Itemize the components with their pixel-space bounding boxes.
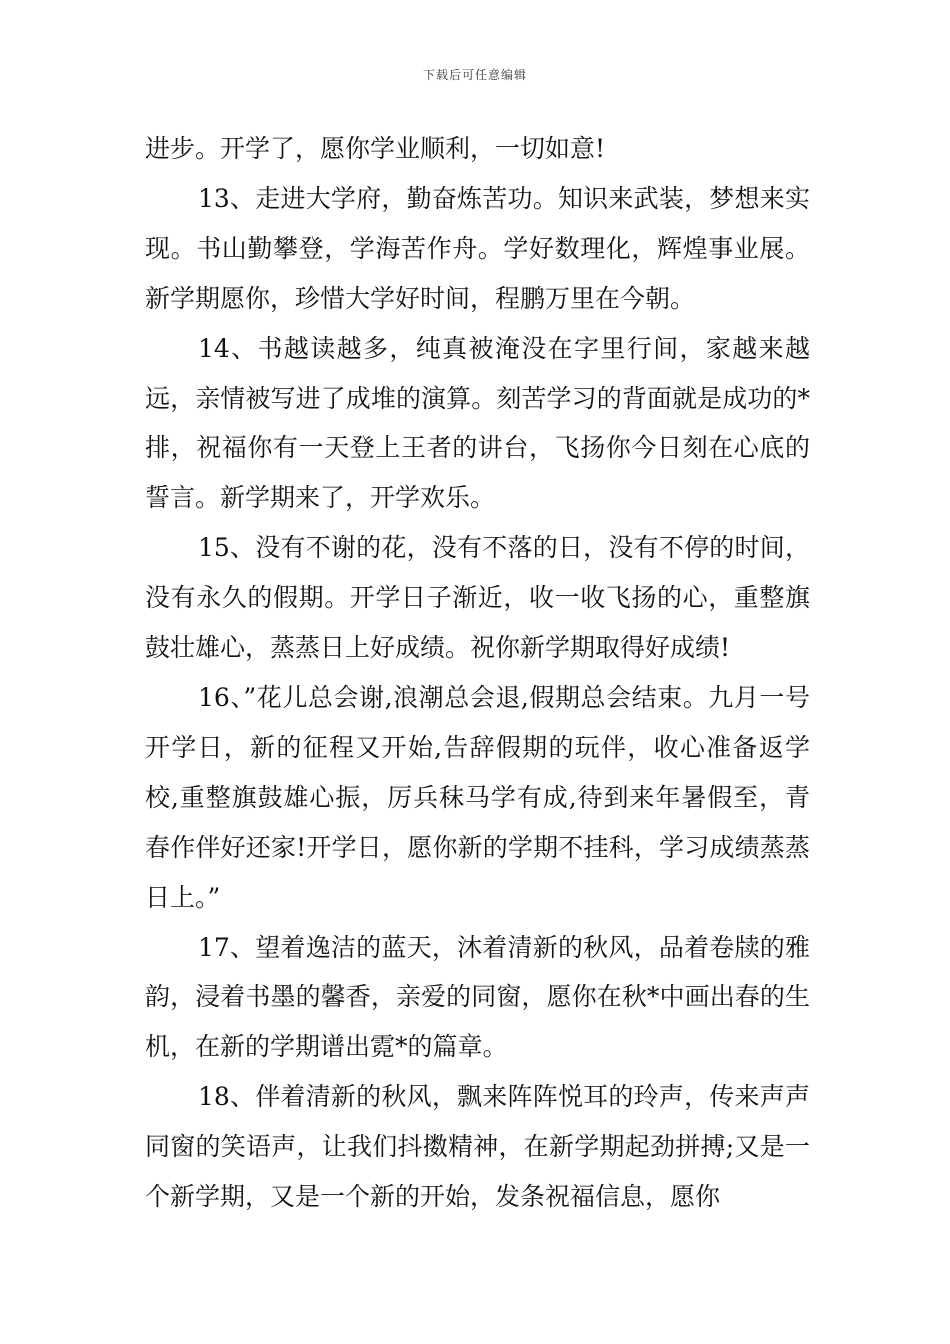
- paragraph-16: 16、”花儿总会谢,浪潮总会退,假期总会结束。九月一号开学日，新的征程又开始,告辞假期的玩伴，收心准备返学校,重整旗鼓雄心振，厉兵秣马学有成,待到来年暑假至，青春作伴好还家!开学日，愿你新的学期不挂科，学习成绩蒸蒸日上。”: [145, 682, 810, 912]
- page-header: 下载后可任意编辑: [422, 68, 527, 82]
- paragraph-continuation: 进步。开学了，愿你学业顺利，一切如意!: [145, 134, 606, 163]
- document-body: [145, 124, 810, 1222]
- paragraph-17: 17、望着逸洁的蓝天，沐着清新的秋风，品着卷牍的雅韵，浸着书墨的馨香，亲爱的同窗，愿你在秋*中画出春的生机，在新的学期谱出霓*的篇章。: [145, 932, 810, 1062]
- paragraph-15: 15、没有不谢的花，没有不落的日，没有不停的时间，没有永久的假期。开学日子渐近，收一收飞扬的心，重整旗鼓壮雄心，蒸蒸日上好成绩。祝你新学期取得好成绩!: [145, 533, 810, 663]
- paragraph-14: 14、书越读越多，纯真被淹没在字里行间，家越来越远，亲情被写进了成堆的演算。刻苦学习的背面就是成功的*排，祝福你有一天登上王者的讲台，飞扬你今日刻在心底的誓言。新学期来了，开学欢乐。: [145, 333, 810, 513]
- paragraph-18: 18、伴着清新的秋风，飘来阵阵悦耳的玲声，传来声声同窗的笑语声，让我们抖擞精神，在新学期起劲拼搏;又是一个新学期，又是一个新的开始，发条祝福信息，愿你: [145, 1082, 810, 1212]
- paragraph-13: 13、走进大学府，勤奋炼苦功。知识来武装，梦想来实现。书山勤攀登，学海苦作舟。学好数理化，辉煌事业展。新学期愿你，珍惜大学好时间，程鹏万里在今朝。: [145, 183, 810, 313]
